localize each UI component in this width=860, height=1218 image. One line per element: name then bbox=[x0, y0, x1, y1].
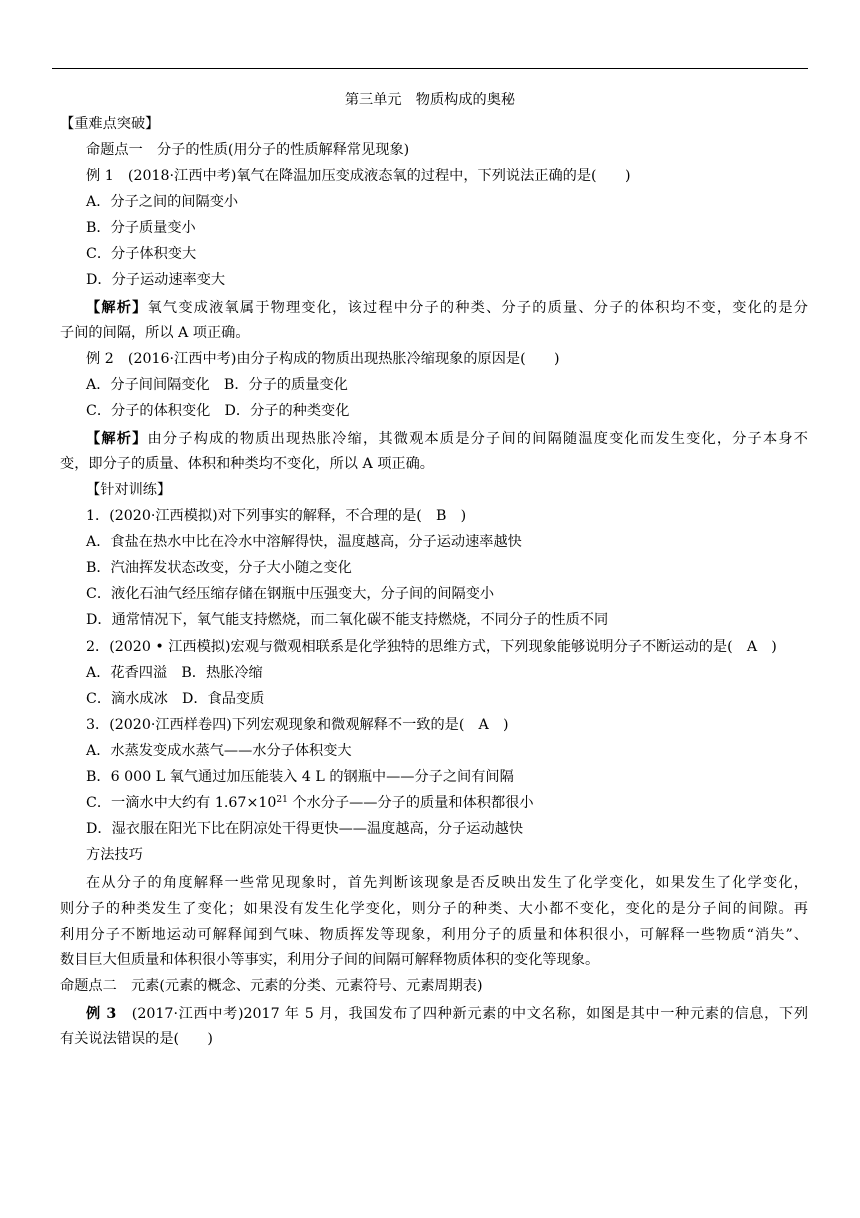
analysis-text: 子间的间隔，所以 A 项正确。 bbox=[60, 325, 250, 341]
analysis-text: 由分子构成的物质出现热胀冷缩，其微观本质是分子间的间隔随温度变化而发生变化，分子本身不 bbox=[147, 431, 808, 447]
option: A．水蒸发变成水蒸气——水分子体积变大 bbox=[86, 743, 352, 759]
options-row: C．分子的体积变化 D．分子的种类变化 bbox=[86, 403, 350, 419]
example-stem: 例 1 (2018·江西中考)氧气在降温加压变成液态氧的过程中，下列说法正确的是( ) bbox=[86, 168, 631, 184]
example-text: 有关说法错误的是( ) bbox=[60, 1031, 213, 1047]
header-rule bbox=[52, 68, 808, 69]
section-heading: 【重难点突破】 bbox=[60, 116, 160, 132]
question-stem: 3．(2020·江西样卷四)下列宏观现象和微观解释不一致的是( A ) bbox=[86, 717, 509, 733]
option: C．分子体积变大 bbox=[86, 246, 197, 262]
practice-heading: 【针对训练】 bbox=[86, 482, 172, 498]
method-paragraph-line: 数目巨大但质量和体积很小等事实，利用分子间的间隔可解释物质体积的变化等现象。 bbox=[60, 952, 600, 968]
analysis-label: 【解析】 bbox=[86, 300, 148, 316]
options-row: A．花香四溢 B．热胀冷缩 bbox=[86, 665, 263, 681]
option: D．湿衣服在阳光下比在阴凉处干得更快——温度越高，分子运动越快 bbox=[86, 821, 524, 837]
option bbox=[86, 793, 534, 813]
option: A．分子之间的间隔变小 bbox=[86, 194, 239, 210]
example-text: (2017·江西中考)2017 年 5 月，我国发布了四种新元素的中文名称，如图是其中一种元素的信息，下列 bbox=[116, 1006, 809, 1022]
analysis bbox=[86, 428, 808, 448]
example-stem bbox=[86, 1003, 808, 1023]
option: C．液化石油气经压缩存储在钢瓶中压强变大，分子间的间隔变小 bbox=[86, 586, 495, 602]
analysis-label: 【解析】 bbox=[86, 431, 148, 447]
question-stem: 1．(2020·江西模拟)对下列事实的解释，不合理的是( B ) bbox=[86, 508, 467, 524]
method-paragraph-line: 则分子的种类发生了变化；如果没有发生化学变化，则分子的种类、大小都不变化，变化的是分子间的间隙。再 bbox=[60, 901, 808, 917]
topic-heading: 命题点一 分子的性质(用分子的性质解释常见现象) bbox=[86, 142, 410, 158]
option: D．分子运动速率变大 bbox=[86, 272, 226, 288]
option: B．汽油挥发状态改变，分子大小随之变化 bbox=[86, 560, 352, 576]
option: A．食盐在热水中比在冷水中溶解得快，温度越高，分子运动速率越快 bbox=[86, 534, 522, 550]
option: D．通常情况下，氧气能支持燃烧，而二氧化碳不能支持燃烧，不同分子的性质不同 bbox=[86, 612, 609, 628]
analysis-text: 氧气变成液氧属于物理变化，该过程中分子的种类、分子的质量、分子的体积均不变，变化的是分 bbox=[147, 300, 808, 316]
option: B．6 000 L 氧气通过加压能装入 4 L 的钢瓶中——分子之间有间隔 bbox=[86, 769, 514, 785]
topic-heading: 命题点二 元素(元素的概念、元素的分类、元素符号、元素周期表) bbox=[60, 978, 483, 994]
option-text: C．一滴水中大约有 1.67×10 bbox=[86, 795, 277, 811]
analysis bbox=[86, 297, 808, 317]
option-text: 个水分子——分子的质量和体积都很小 bbox=[287, 795, 534, 811]
options-row: A．分子间间隔变化 B．分子的质量变化 bbox=[86, 377, 348, 393]
method-heading: 方法技巧 bbox=[86, 847, 143, 863]
example-label: 例 3 bbox=[86, 1006, 117, 1022]
example-stem: 例 2 (2016·江西中考)由分子构成的物质出现热胀冷缩现象的原因是( ) bbox=[86, 351, 560, 367]
method-paragraph-line: 在从分子的角度解释一些常见现象时，首先判断该现象是否反映出发生了化学变化，如果发生了化学变化， bbox=[86, 875, 808, 891]
option: B．分子质量变小 bbox=[86, 220, 196, 236]
page-title: 第三单元 物质构成的奥秘 bbox=[344, 92, 516, 108]
analysis-text: 变，即分子的质量、体积和种类均不变化，所以 A 项正确。 bbox=[60, 456, 434, 472]
method-paragraph-line: 利用分子不断地运动可解释闻到气味、物质挥发等现象，利用分子的质量和体积很小，可解释一些物质“消失”、 bbox=[60, 927, 808, 943]
question-stem: 2．(2020 • 江西模拟)宏观与微观相联系是化学独特的思维方式，下列现象能够说明分子不断运动的是( A ) bbox=[86, 639, 777, 655]
exponent: 21 bbox=[276, 795, 288, 805]
options-row: C．滴水成冰 D．食品变质 bbox=[86, 691, 265, 707]
